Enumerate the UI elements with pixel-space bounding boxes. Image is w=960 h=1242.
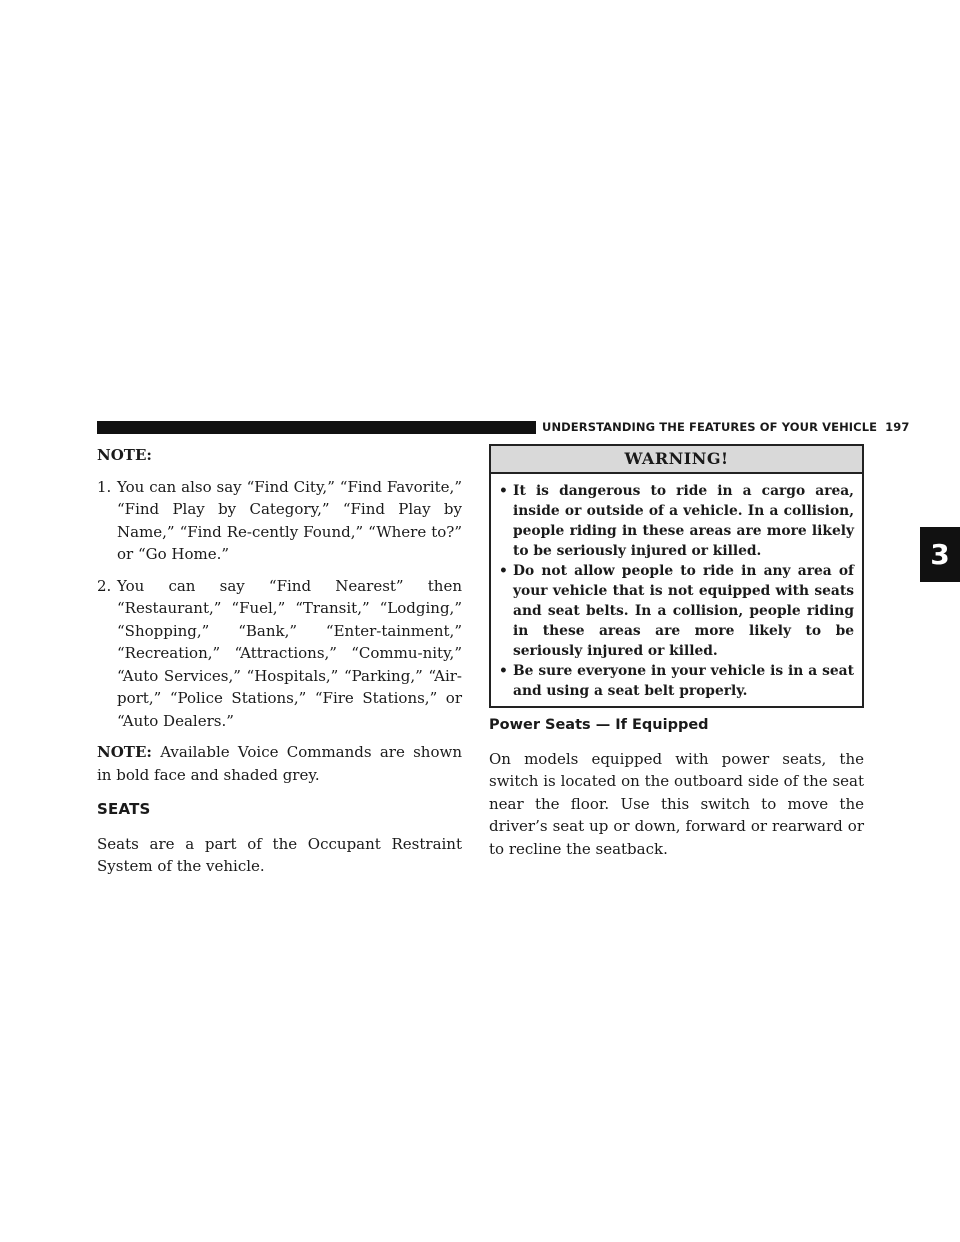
warning-text: Be sure everyone in your vehicle is in a seat and using a seat belt properly.	[513, 663, 854, 699]
note-paragraph	[97, 741, 462, 786]
running-header	[536, 418, 915, 436]
list-text: You can also say “Find City,” “Find Favorite,” “Find Play by Category,” “Find Play by Name,” “Find Re-cently Found,” “Where to?” or “Go Home.”	[117, 477, 462, 563]
power-seats-paragraph: On models equipped with power seats, the switch is located on the outboard side of the seat near the floor. Use this switch to move the driver’s seat up or down, forward or rearward or to recline the seatback.	[489, 749, 864, 858]
warning-item	[499, 481, 854, 561]
warning-item	[499, 661, 854, 701]
bullet-icon: •	[499, 663, 508, 679]
right-column	[489, 444, 864, 860]
chapter-tab: 3	[920, 527, 960, 582]
warning-text: Do not allow people to ride in any area of your vehicle that is not equipped with seats and seat belts. In a collision, people riding in these areas are more likely to be seriously injured or killed.	[513, 563, 854, 659]
note-label: NOTE:	[97, 743, 152, 761]
warning-box	[489, 444, 864, 708]
bullet-icon: •	[499, 563, 508, 579]
list-item	[97, 575, 462, 733]
warning-item	[499, 561, 854, 661]
header-title: UNDERSTANDING THE FEATURES OF YOUR VEHICLE	[542, 420, 878, 434]
note-heading: NOTE:	[97, 446, 152, 464]
warning-title: WARNING!	[491, 446, 862, 474]
list-number: 1.	[97, 477, 112, 496]
warning-list	[491, 474, 862, 706]
page-number: 197	[885, 420, 910, 434]
warning-text: It is dangerous to ride in a cargo area, inside or outside of a vehicle. In a collision, people riding in these areas are more likely to be seriously injured or killed.	[513, 483, 854, 559]
list-number: 2.	[97, 576, 112, 595]
bullet-icon: •	[499, 483, 508, 499]
section-heading-seats: SEATS	[97, 800, 151, 818]
note-text: Available Voice Commands are shown in bold face and shaded grey.	[97, 743, 462, 784]
seats-paragraph: Seats are a part of the Occupant Restraint System of the vehicle.	[97, 834, 462, 875]
left-column	[97, 444, 462, 878]
subsection-heading-power-seats: Power Seats — If Equipped	[489, 717, 709, 733]
list-text: You can say “Find Nearest” then “Restaurant,” “Fuel,” “Transit,” “Lodging,” “Shopping,” “Bank,” “Enter-tainment,” “Recreation,” “Attractions,” “Commu-nity,” “Auto Services,” “Hospitals,” “Parking,” “Air-port,” “Police Stations,” “Fire Stations,” or “Auto Dealers.”	[117, 576, 462, 730]
list-item	[97, 476, 462, 566]
